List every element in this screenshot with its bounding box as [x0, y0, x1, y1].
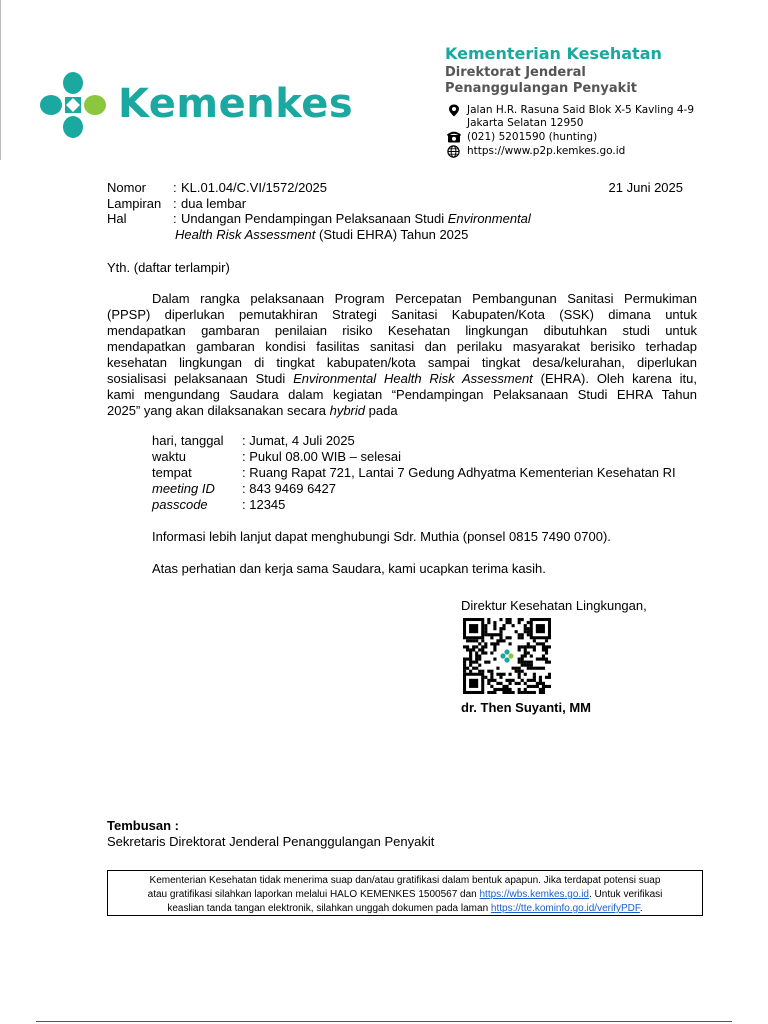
phone-icon [447, 131, 461, 143]
disclaimer-text: keaslian tanda tangan elektronik, silahkan unggah dokumen pada laman [167, 903, 491, 914]
qr-code [463, 618, 551, 694]
detail-value: Pukul 08.00 WIB – selesai [249, 449, 401, 464]
detail-key: waktu [152, 449, 186, 464]
tembusan-item: Sekretaris Direktorat Jenderal Penanggulangan Penyakit [107, 834, 435, 849]
detail-key: hari, tanggal [152, 433, 224, 448]
wbs-link[interactable]: https://wbs.kemkes.go.id [479, 889, 589, 900]
body-line: kesehatan lingkungan di tingkat kabupaten/kota sampai tingkat desa/kelurahan, diperlukan [107, 355, 697, 370]
hal-value-line1-a: Undangan Pendampingan Pelaksanaan Studi [181, 211, 448, 226]
colon: : [173, 180, 177, 195]
body-line-6 [107, 371, 697, 387]
bottom-rule [36, 1021, 732, 1022]
detail-row-time [152, 449, 401, 465]
verify-pdf-link[interactable]: https://tte.kominfo.go.id/verifyPDF [490, 903, 640, 914]
globe-icon [447, 145, 460, 158]
kemenkes-emblem-icon [38, 70, 108, 140]
body-text-italic: Environmental Health Risk Assessment [293, 371, 533, 386]
info-text: Informasi lebih lanjut dapat menghubungi Sdr. Muthia (ponsel 0815 7490 0700). [152, 529, 611, 544]
body-line: kami mengundang Saudara dalam kegiatan “Pendampingan Pelaksanaan Studi EHRA Tahun [107, 387, 697, 402]
body-text: 2025” yang akan dilaksanakan secara [107, 403, 330, 418]
qr-code-icon [463, 618, 551, 694]
detail-key: tempat [152, 465, 192, 480]
nomor-label: Nomor [107, 180, 147, 195]
detail-row-meeting-id [152, 481, 336, 497]
detail-row-passcode [152, 497, 285, 513]
nomor-value: KL.01.04/C.VI/1572/2025 [181, 180, 328, 195]
detail-value: 843 9469 6427 [249, 481, 336, 496]
closing-text: Atas perhatian dan kerja sama Saudara, kami ucapkan terima kasih. [152, 561, 546, 576]
directorate-line1: Direktorat Jenderal [445, 65, 586, 80]
body-paragraph [107, 291, 697, 419]
colon: : [242, 497, 250, 512]
address-line2: Jakarta Selatan 12950 [467, 117, 584, 129]
disclaimer-line1: Kementerian Kesehatan tidak menerima suap dan/atau gratifikasi dalam bentuk apapun. Jika terdapat potensi suap [149, 875, 661, 886]
disclaimer-box [107, 870, 703, 916]
kemenkes-logo [38, 70, 354, 140]
website-url[interactable]: https://www.p2p.kemkes.go.id [467, 145, 626, 157]
hal-value-line2-a: Health Risk Assessment [175, 227, 316, 242]
detail-row-date [152, 433, 355, 449]
colon: : [242, 481, 250, 496]
hal-value-line2-b: (Studi EHRA) Tahun 2025 [315, 227, 469, 242]
detail-key: passcode [152, 497, 208, 512]
detail-value: Jumat, 4 Juli 2025 [249, 433, 355, 448]
body-line-8 [107, 403, 697, 419]
hal-value-line1-b: Environmental [447, 211, 531, 226]
body-text: sosialisasi pelaksanaan Studi [107, 371, 294, 386]
nomor-row [107, 180, 327, 196]
colon: : [242, 449, 250, 464]
detail-value: 12345 [249, 497, 286, 512]
signature-title: Direktur Kesehatan Lingkungan, [461, 598, 647, 613]
ministry-name: Kementerian Kesehatan [445, 44, 662, 63]
colon: : [173, 211, 177, 226]
hal-row-2 [175, 227, 468, 243]
body-line: mendapatkan gambaran penilaian risiko Kesehatan lingkungan dibutuhkan studi untuk [107, 323, 697, 338]
disclaimer-line3 [108, 902, 702, 916]
lampiran-label: Lampiran [107, 196, 162, 211]
tembusan-label: Tembusan : [107, 818, 179, 833]
body-line: mendapatkan gambaran kondisi fasilitas sanitasi dan perilaku masyarakat berisiko terhadap [107, 339, 697, 354]
colon: : [242, 465, 250, 480]
left-edge-line [0, 0, 1, 160]
hal-label: Hal [107, 211, 127, 226]
lampiran-row [107, 196, 246, 212]
body-text: (EHRA). Oleh karena itu, [532, 371, 698, 386]
disclaimer-text: . Untuk verifikasi [589, 889, 663, 900]
detail-row-place [152, 465, 676, 481]
recipient: Yth. (daftar terlampir) [107, 260, 230, 275]
hal-row [107, 211, 531, 227]
colon: : [242, 433, 250, 448]
detail-key: meeting ID [152, 481, 215, 496]
disclaimer-text: . [639, 903, 643, 914]
colon: : [173, 196, 177, 211]
detail-value: Ruang Rapat 721, Lantai 7 Gedung Adhyatma Kementerian Kesehatan RI [249, 465, 676, 480]
phone-number: (021) 5201590 (hunting) [467, 131, 598, 143]
lampiran-value: dua lembar [181, 196, 247, 211]
logo-wordmark: Kemenkes [118, 81, 354, 127]
letter-date: 21 Juni 2025 [608, 180, 683, 195]
directorate-line2: Penanggulangan Penyakit [445, 81, 637, 96]
disclaimer-line2 [108, 888, 702, 902]
body-line: (PPSP) diperlukan pemutakhiran Strategi Sanitasi Kabupaten/Kota (SSK) dimana untuk [107, 307, 697, 322]
disclaimer-text: atau gratifikasi silahkan laporkan melalui HALO KEMENKES 1500567 dan [147, 889, 480, 900]
signatory-name: dr. Then Suyanti, MM [461, 700, 592, 715]
body-line: Dalam rangka pelaksanaan Program Percepatan Pembangunan Sanitasi Permukiman [152, 291, 697, 306]
location-pin-icon [448, 104, 460, 117]
body-text-italic: hybrid [329, 403, 366, 418]
address-line1: Jalan H.R. Rasuna Said Blok X-5 Kavling 4-9 [467, 104, 695, 116]
body-text: pada [365, 403, 398, 418]
